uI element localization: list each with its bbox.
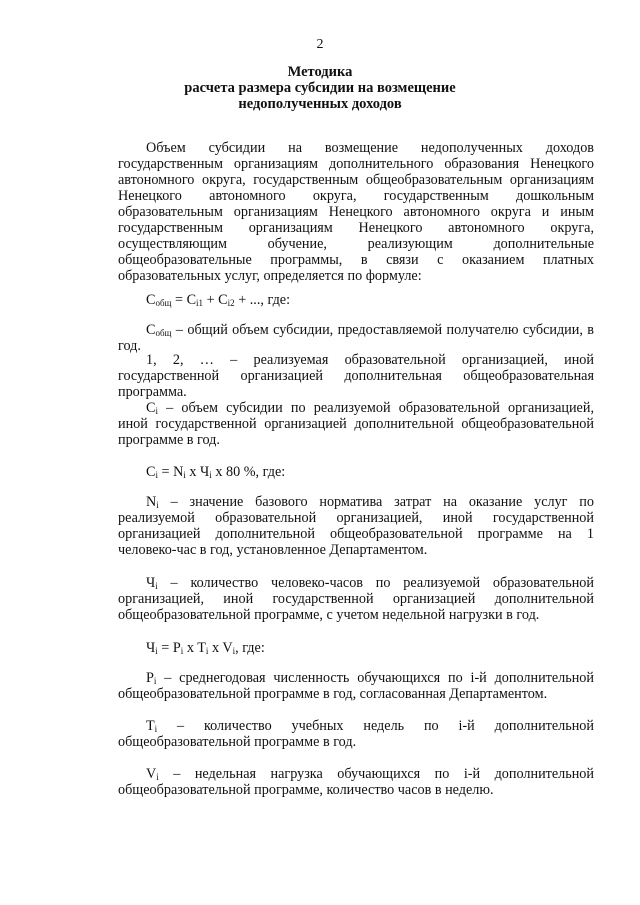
definition-vi: $V_i$ – недельная нагрузка обучающихся по i-й дополнительной общеобразовательной программе, количество часов в неделю. — [118, 766, 594, 798]
formula-chi: $Ч_i = P_i$ x $T_i$ x $V_i$, где: — [146, 640, 265, 656]
formula-ci: $C_i = N_i$ x $Ч_i$ x 80 %, где: — [146, 464, 286, 480]
page-number: 2 — [316, 37, 324, 52]
definition-ti: $T_i$ – количество учебных недель по i-й дополнительной общеобразовательной программе в год. — [118, 718, 594, 750]
title-line-1: Методика — [287, 64, 353, 80]
intro-paragraph: Объем субсидии на возмещение недополученных доходов государственным организациям дополнительного образования Ненецкого автономного округа, государственным общеобразовательным организациям Ненецкого автономного округа, государственным дошкольным образовательным организациям Ненецкого автономного округа и иным государственным организациям Ненецкого автономного округа, осуществляющим обучение, реализующим дополнительные общеобразовательные программы, в связи с оказанием платных образовательных услуг, определяется по формуле: — [118, 140, 594, 284]
title-line-2: расчета размера субсидии на возмещение — [184, 80, 456, 96]
definition-index: 1, 2, … – реализуемая образовательной организацией, иной государственной организацией дополнительная общеобразовательная программа. — [118, 352, 594, 400]
definition-ci: $C_i$ – объем субсидии по реализуемой образовательной организацией, иной государственной организацией дополнительной общеобразовательной программе в год. — [118, 400, 594, 448]
definition-c-total: $C_{общ}$ – общий объем субсидии, предоставляемой получателю субсидии, в год. — [118, 322, 594, 354]
document-title — [0, 64, 640, 112]
definition-chi: $Ч_i$ – количество человеко-часов по реализуемой образовательной организацией, иной государственной организацией дополнительной общеобразовательной программе, с учетом недельной нагрузки в год. — [118, 575, 594, 623]
formula-total: $C_{общ} = C_{i1} + C_{i2}$ + ..., где: — [146, 292, 291, 308]
title-line-3: недополученных доходов — [238, 96, 402, 112]
definition-ni: $N_i$ – значение базового норматива затрат на оказание услуг по реализуемой образовательной организацией, иной государственной организацией дополнительной общеобразовательной программе на 1 человеко-час в год, установленное Департаментом. — [118, 494, 594, 558]
definition-pi: $P_i$ – среднегодовая численность обучающихся по i-й дополнительной общеобразовательной программе в год, согласованная Департаментом. — [118, 670, 594, 702]
